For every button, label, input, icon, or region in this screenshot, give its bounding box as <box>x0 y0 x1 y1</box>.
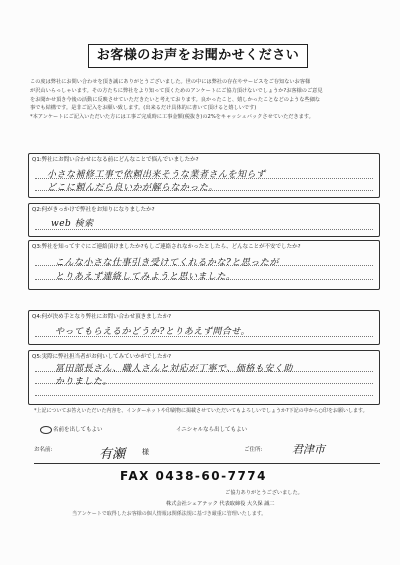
answer-line <box>35 229 373 230</box>
privacy-footer: 当アンケートで取得したお客様の個人情報は関係法規に基づき厳重に管理いたします。 <box>72 511 267 517</box>
honorific: 様 <box>142 448 149 456</box>
answer-3-line-2: とりあえず連絡してみようと思いました。 <box>55 272 236 282</box>
address-value[interactable]: 君津市 <box>292 443 325 456</box>
question-4-box <box>28 310 380 345</box>
option-initials[interactable] <box>176 425 247 433</box>
circle-mark-icon <box>40 426 52 434</box>
question-2-box <box>28 203 380 237</box>
answer-1-line-2: どこに頼んだら良いかが解らなかった。 <box>47 183 219 193</box>
question-2-label: Q2:何がきっかけで弊社をお知りになりましたか? <box>32 207 155 213</box>
answer-2-line-1: web 検索 <box>51 219 94 229</box>
thanks-text: ご協力ありがとうございました。 <box>225 490 303 496</box>
question-3-box <box>28 240 380 290</box>
name-label: お名前: <box>34 447 53 453</box>
publication-notice: *上記についてお答えいただいた内容を、インターネットや印刷物に掲載させていただいてもよろしいでしょうか?下記の中から○印をお願いします。 <box>34 408 368 414</box>
company-name: 株式会社シェアテック 代表取締役 大久保 誠二 <box>166 501 275 507</box>
intro-line-5: *本アンケートにご記入いただいた方には工事ご完成時に工事金額(税抜き)の2%をキャッシュバックさせていただきます。 <box>30 114 314 121</box>
answer-3-line-1: こんな小さな仕事引き受けてくれるかな?と思ったが <box>55 258 279 268</box>
question-1-box <box>28 153 380 198</box>
title-box <box>88 44 308 68</box>
name-address-row <box>34 442 380 464</box>
answer-1-line-1: 小さな補修工事で依頼出来そうな業者さんを知らず <box>47 170 266 180</box>
intro-line-2: が沢山いらっしゃいます。その方たちに弊社をより知って頂くためのアンケートにご協力頂けないでしょうか?お客様のご意見 <box>30 87 323 94</box>
answer-5-line-1: 冨田部長さん、職人さんと対応が丁寧で、価格も安く助 <box>55 364 293 374</box>
option-initials-label: イニシャルなら出してもよい <box>176 427 248 433</box>
option-name-ok[interactable] <box>40 425 103 434</box>
question-5-label: Q5:実際に弊社担当者がお伺いしてみていかがでしたか? <box>32 354 172 360</box>
answer-5-line-2: かりました。 <box>55 377 113 387</box>
question-3-label: Q3:弊社を知ってすぐにご連絡頂けましたか?もしご連絡されなかったとしたら、どんなことが不安でしたか? <box>32 244 301 250</box>
intro-line-1: この度は弊社にお問い合わせを頂き誠にありがとうございました。世の中には弊社の存在やサービスをご存知ないお客様 <box>30 79 311 85</box>
fax-number: FAX 0438-60-7774 <box>120 469 267 483</box>
question-5-box <box>28 350 380 405</box>
intro-line-4: 事でも結構です。是非ご記入をお願い致します。(出来るだけ具体的に書いて頂けると嬉しいです) <box>30 105 257 112</box>
answer-line <box>35 395 373 396</box>
address-label: ご住所: <box>244 447 263 453</box>
answer-4-line-1: やってもらえるかどうか?とりあえず問合せ。 <box>55 327 251 337</box>
option-name-ok-label: 名前を出してもよい <box>53 427 103 433</box>
intro-text <box>30 78 375 122</box>
page-title: お客様のお声をお聞かせください <box>96 48 300 63</box>
intro-line-3: をお聞かせ頂き今後の活動に反映させていただきたいと考えております。良かったこと、嬉しかったことなどのような些細な <box>30 96 321 103</box>
question-1-label: Q1:弊社にお問い合わせになる前にどんなことで悩んでいましたか? <box>32 157 199 163</box>
name-value[interactable]: 有瀬 <box>99 447 126 462</box>
question-4-label: Q4:何が決め手となり弊社にお問い合わせ頂きましたか? <box>32 314 172 320</box>
